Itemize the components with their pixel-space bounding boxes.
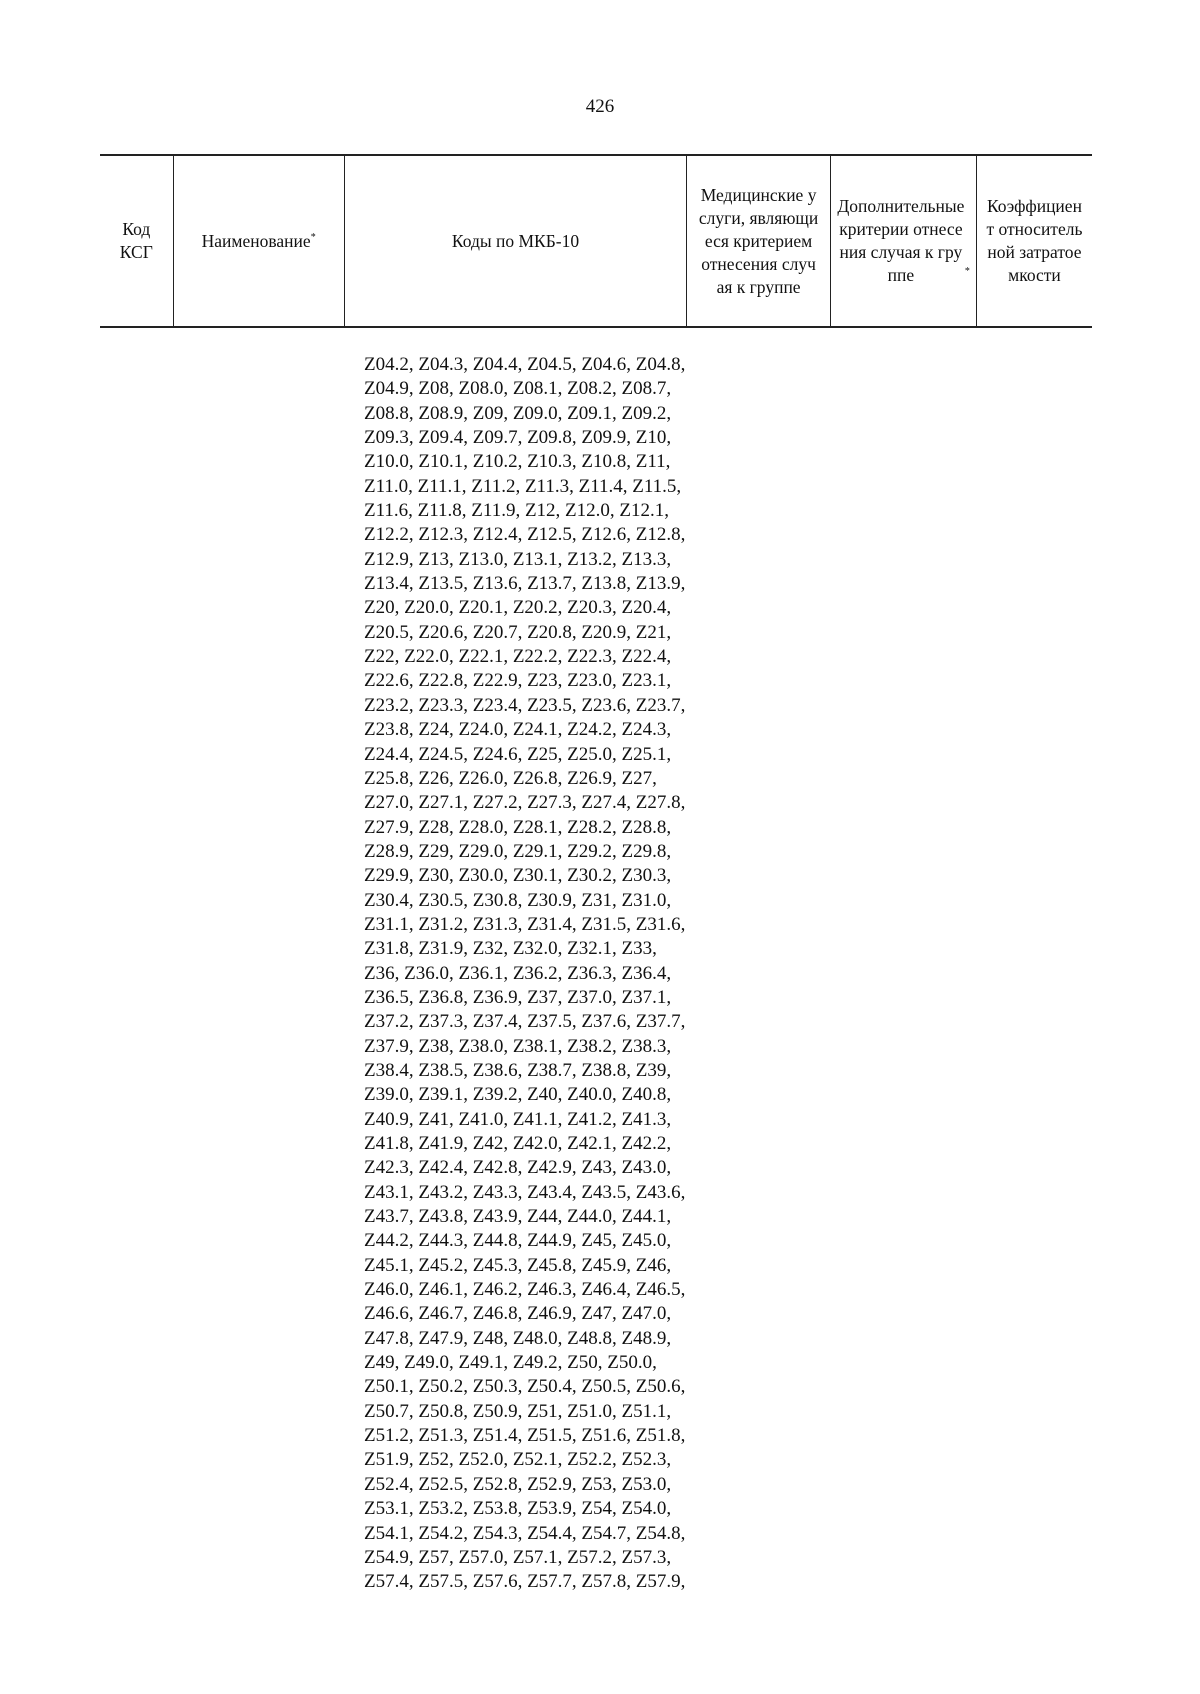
codes-line: Z22, Z22.0, Z22.1, Z22.2, Z22.3, Z22.4, — [364, 646, 672, 668]
codes-line: Z25.8, Z26, Z26.0, Z26.8, Z26.9, Z27, — [364, 767, 657, 789]
col-coefficient-label: Коэффициент относительной затратоемкости — [986, 196, 1083, 285]
col-medical-services-label: Медицинские услуги, являющиеся критерием отнесения случая к группе — [698, 184, 819, 297]
codes-line: Z23.8, Z24, Z24.0, Z24.1, Z24.2, Z24.3, — [364, 719, 672, 741]
codes-line: Z12.2, Z12.3, Z12.4, Z12.5, Z12.6, Z12.8, — [364, 524, 686, 546]
codes-line: Z08.8, Z08.9, Z09, Z09.0, Z09.1, Z09.2, — [364, 402, 672, 424]
codes-line: Z43.7, Z43.8, Z43.9, Z44, Z44.0, Z44.1, — [364, 1206, 672, 1228]
col-ksg-code — [100, 155, 173, 327]
codes-line: Z29.9, Z30, Z30.0, Z30.1, Z30.2, Z30.3, — [364, 865, 672, 887]
codes-line: Z31.8, Z31.9, Z32, Z32.0, Z32.1, Z33, — [364, 938, 657, 960]
codes-line: Z54.9, Z57, Z57.0, Z57.1, Z57.2, Z57.3, — [364, 1546, 672, 1568]
codes-line: Z13.4, Z13.5, Z13.6, Z13.7, Z13.8, Z13.9, — [364, 573, 686, 595]
codes-line: Z20.5, Z20.6, Z20.7, Z20.8, Z20.9, Z21, — [364, 621, 672, 643]
codes-line: Z51.2, Z51.3, Z51.4, Z51.5, Z51.6, Z51.8, — [364, 1425, 686, 1447]
codes-line: Z43.1, Z43.2, Z43.3, Z43.4, Z43.5, Z43.6, — [364, 1181, 686, 1203]
col-medical-services — [687, 155, 831, 327]
mkb-codes-list — [364, 353, 685, 1595]
codes-line: Z53.1, Z53.2, Z53.8, Z53.9, Z54, Z54.0, — [364, 1498, 672, 1520]
col-mkb-codes — [344, 155, 687, 327]
codes-line: Z41.8, Z41.9, Z42, Z42.0, Z42.1, Z42.2, — [364, 1133, 672, 1154]
codes-line: Z37.2, Z37.3, Z37.4, Z37.5, Z37.6, Z37.7, — [364, 1011, 686, 1033]
codes-line: Z36, Z36.0, Z36.1, Z36.2, Z36.3, Z36.4, — [364, 962, 672, 984]
codes-line: Z47.8, Z47.9, Z48, Z48.0, Z48.8, Z48.9, — [364, 1327, 672, 1349]
col-ksg-code-label: Код КСГ — [119, 219, 153, 262]
codes-line: Z20, Z20.0, Z20.1, Z20.2, Z20.3, Z20.4, — [364, 597, 672, 619]
col-additional-criteria-label: Дополнительные критерии отнесения случая к группе — [837, 196, 965, 285]
codes-line: Z24.4, Z24.5, Z24.6, Z25, Z25.0, Z25.1, — [364, 743, 672, 765]
codes-line: Z27.0, Z27.1, Z27.2, Z27.3, Z27.4, Z27.8, — [364, 792, 686, 814]
codes-line: Z22.6, Z22.8, Z22.9, Z23, Z23.0, Z23.1, — [364, 670, 672, 692]
codes-line: Z04.9, Z08, Z08.0, Z08.1, Z08.2, Z08.7, — [364, 378, 672, 400]
codes-line: Z11.0, Z11.1, Z11.2, Z11.3, Z11.4, Z11.5, — [364, 475, 682, 497]
table-header — [100, 154, 1092, 328]
codes-line: Z50.7, Z50.8, Z50.9, Z51, Z51.0, Z51.1, — [364, 1400, 672, 1422]
codes-line: Z28.9, Z29, Z29.0, Z29.1, Z29.2, Z29.8, — [364, 840, 672, 862]
codes-line: Z23.2, Z23.3, Z23.4, Z23.5, Z23.6, Z23.7, — [364, 694, 686, 716]
codes-line: Z09.3, Z09.4, Z09.7, Z09.8, Z09.9, Z10, — [364, 427, 672, 449]
codes-line: Z57.4, Z57.5, Z57.6, Z57.7, Z57.8, Z57.9, — [364, 1571, 686, 1593]
codes-line: Z54.1, Z54.2, Z54.3, Z54.4, Z54.7, Z54.8, — [364, 1522, 686, 1544]
col-additional-criteria-footnote-mark: * — [964, 266, 970, 278]
codes-line: Z12.9, Z13, Z13.0, Z13.1, Z13.2, Z13.3, — [364, 548, 672, 570]
codes-line: Z46.6, Z46.7, Z46.8, Z46.9, Z47, Z47.0, — [364, 1303, 672, 1325]
codes-line: Z39.0, Z39.1, Z39.2, Z40, Z40.0, Z40.8, — [364, 1084, 672, 1106]
codes-line: Z31.1, Z31.2, Z31.3, Z31.4, Z31.5, Z31.6, — [364, 913, 686, 935]
codes-line: Z40.9, Z41, Z41.0, Z41.1, Z41.2, Z41.3, — [364, 1108, 672, 1130]
codes-line: Z27.9, Z28, Z28.0, Z28.1, Z28.2, Z28.8, — [364, 816, 672, 838]
codes-line: Z51.9, Z52, Z52.0, Z52.1, Z52.2, Z52.3, — [364, 1449, 672, 1471]
codes-line: Z50.1, Z50.2, Z50.3, Z50.4, Z50.5, Z50.6, — [364, 1376, 686, 1398]
codes-line: Z11.6, Z11.8, Z11.9, Z12, Z12.0, Z12.1, — [364, 500, 670, 522]
col-name — [173, 155, 344, 327]
codes-line: Z45.1, Z45.2, Z45.3, Z45.8, Z45.9, Z46, — [364, 1254, 672, 1276]
codes-line: Z49, Z49.0, Z49.1, Z49.2, Z50, Z50.0, — [364, 1352, 657, 1374]
codes-line: Z46.0, Z46.1, Z46.2, Z46.3, Z46.4, Z46.5, — [364, 1279, 686, 1301]
col-additional-criteria — [830, 155, 976, 327]
col-mkb-codes-label: Коды по МКБ-10 — [451, 230, 580, 251]
codes-line: Z42.3, Z42.4, Z42.8, Z42.9, Z43, Z43.0, — [364, 1157, 672, 1179]
codes-line: Z37.9, Z38, Z38.0, Z38.1, Z38.2, Z38.3, — [364, 1035, 672, 1057]
col-name-label: Наименование — [201, 230, 311, 251]
codes-line: Z36.5, Z36.8, Z36.9, Z37, Z37.0, Z37.1, — [364, 986, 672, 1008]
codes-line: Z44.2, Z44.3, Z44.8, Z44.9, Z45, Z45.0, — [364, 1230, 672, 1252]
header-row — [100, 155, 1092, 327]
page-number: 426 — [585, 96, 615, 117]
codes-line: Z10.0, Z10.1, Z10.2, Z10.3, Z10.8, Z11, — [364, 451, 671, 473]
col-coefficient — [976, 155, 1092, 327]
col-name-footnote-mark: * — [310, 231, 316, 243]
codes-line: Z04.2, Z04.3, Z04.4, Z04.5, Z04.6, Z04.8, — [364, 354, 686, 375]
codes-line: Z52.4, Z52.5, Z52.8, Z52.9, Z53, Z53.0, — [364, 1473, 672, 1495]
codes-line: Z30.4, Z30.5, Z30.8, Z30.9, Z31, Z31.0, — [364, 889, 672, 911]
codes-line: Z38.4, Z38.5, Z38.6, Z38.7, Z38.8, Z39, — [364, 1059, 672, 1081]
